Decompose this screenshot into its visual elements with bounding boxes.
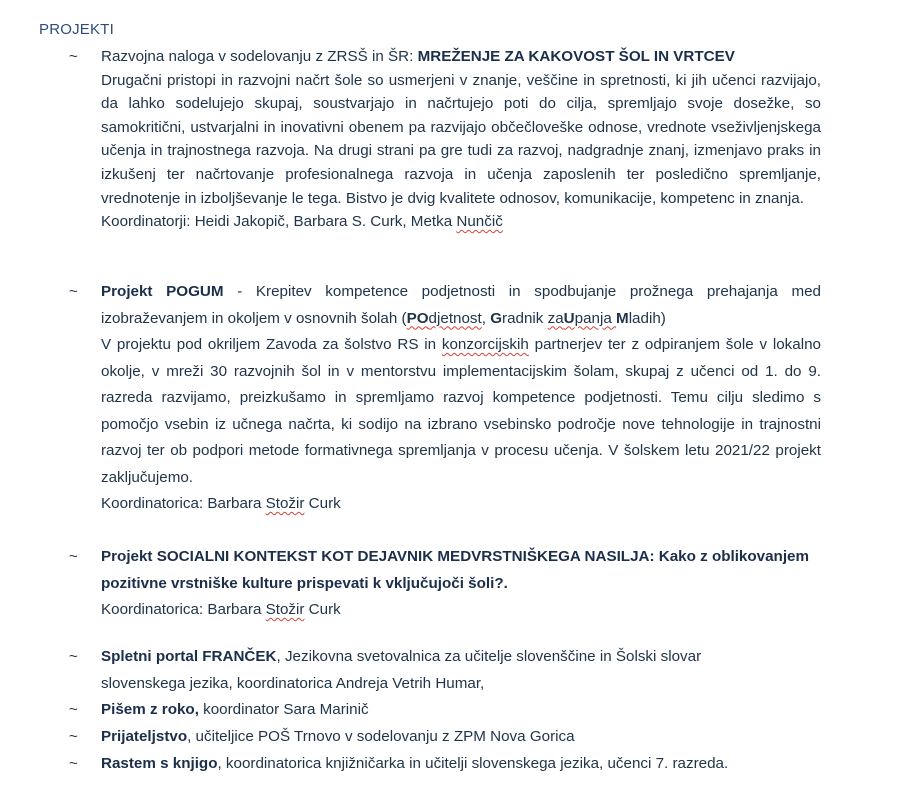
coordinator-name: Curk (304, 495, 341, 512)
project-title: Prijateljstvo (101, 728, 188, 745)
project-description: Drugačni pristopi in razvojni načrt šole so usmerjeni v znanje, veščine in spretnosti, ki jih učenci razvijajo, da lahko sodelujejo skupaj, soustvarjajo in načrtujejo poti do cilja, spremljajo svoje dosežke, so samokritični, ustvarjalni in inovativni obenem pa razvijajo občečloveške odnose, vrednote vseživljenjskega učenja in trajnostnega razvoja. Na drugi strani pa gre tudi za razvoj, nadgradnje znanj, izmenjavo praks in izkušenj ter načrtovanje profesionalnega razvoja in učenja zaposlenih ter posledično spremljanje, vrednotenje in izboljševanje le tega. Bistvo je dvig kvalitete odnosov, komunikacije, kompetenc in znanja. (101, 71, 821, 207)
acronym-letter: PO (406, 309, 429, 327)
project-title: Projekt POGUM (101, 283, 224, 300)
project-context: Razvojna naloga v sodelovanju z ZRSŠ in ŠR: (101, 48, 418, 65)
description-text: V projektu pod okriljem Zavoda za šolstvo RS in (101, 336, 442, 353)
project-item-mrezenje (69, 45, 821, 234)
bullet: ~ (69, 648, 78, 665)
acronym-word: za (547, 309, 564, 327)
project-text: , učiteljice POŠ Trnovo v sodelovanju z ZPM Nova Gorica (187, 728, 575, 745)
project-item-socialni-kontekst (69, 544, 821, 624)
project-text: , Jezikovna svetovalnica za učitelje slovenščine in Šolski slovar slovenskega jezika, koordinatorica Andreja Vetrih Humar, (101, 648, 702, 692)
project-heading (101, 45, 821, 69)
bullet: ~ (69, 755, 78, 772)
bullet: ~ (69, 548, 78, 565)
acronym-word: ladih) (628, 309, 666, 327)
bullet: ~ (69, 48, 78, 65)
project-title: Pišem z roko, (101, 701, 199, 718)
coordinators-label: Koordinatorica: Barbara (101, 495, 266, 512)
acronym-letter: M (616, 309, 629, 327)
project-coordinators (101, 597, 821, 624)
acronym-word: radnik (502, 309, 548, 327)
project-title: Spletni portal FRANČEK (101, 648, 277, 665)
project-item-prijateljstvo (69, 724, 821, 751)
project-text: koordinator Sara Marinič (198, 701, 369, 718)
bullet: ~ (69, 728, 78, 745)
coordinator-name: Curk (304, 601, 341, 618)
project-coordinators (101, 491, 821, 518)
bullet: ~ (69, 283, 78, 300)
section-heading: PROJEKTI (39, 21, 114, 38)
coordinators-label: Koordinatorji: Heidi Jakopič, Barbara S. Curk, Metka (101, 213, 457, 231)
project-description (101, 332, 821, 491)
project-title: Projekt SOCIALNI KONTEKST KOT DEJAVNIK MEDVRSTNIŠKEGA NASILJA: Kako z oblikovanjem pozitivne vrstniške kulture prispevati k vključujoči šoli?. (101, 548, 809, 592)
acronym-letter: G (490, 309, 503, 327)
project-item-pogum (69, 279, 821, 518)
acronym-word: djetnost (428, 309, 482, 327)
spellcheck-word: Stožir (265, 601, 305, 618)
project-intro (101, 279, 821, 332)
project-intro-text: - Krepitev kompetence podjetnosti in spodbujanje prožnega prehajanja med izobraževanjem in okoljem v osnovnih šolah ( (101, 283, 821, 327)
project-text: , koordinatorica knjižničarka in učitelji slovenskega jezika, učenci 7. razreda. (217, 755, 729, 772)
project-item-rastem-s-knjigo (69, 751, 821, 778)
project-title: MREŽENJE ZA KAKOVOST ŠOL IN VRTCEV (417, 48, 735, 65)
project-item-pisem-z-roko (69, 697, 821, 724)
spellcheck-word: Stožir (265, 495, 305, 512)
acronym-separator: , (481, 309, 491, 327)
acronym-letter: U (563, 309, 575, 327)
description-text: partnerjev ter z odpiranjem šole v lokalno okolje, v mreži 30 razvojnih šol in v mentorstvu implementacijskim šolam, skupaj z učenci od 1. do 9. razreda razvijamo, preizkušamo in spremljamo razvoj kompetence podjetnosti. Temu cilju sledimo s pomočjo vsebin iz učnega načrta, ki sodijo na izbrano vsebinsko področje nove tehnologije in trajnostni razvoj ter ob podpori metode formativnega spremljanja v procesu učenja. V šolskem letu 2021/22 projekt zaključujemo. (101, 336, 821, 486)
project-title: Rastem s knjigo (101, 755, 218, 772)
project-coordinators (101, 210, 821, 234)
project-item-francek (69, 644, 821, 697)
acronym-word: panja (574, 309, 617, 327)
spellcheck-word: Nunčič (456, 213, 503, 231)
coordinators-label: Koordinatorica: Barbara (101, 601, 266, 618)
spellcheck-word: konzorcijskih (441, 336, 529, 353)
bullet: ~ (69, 701, 78, 718)
